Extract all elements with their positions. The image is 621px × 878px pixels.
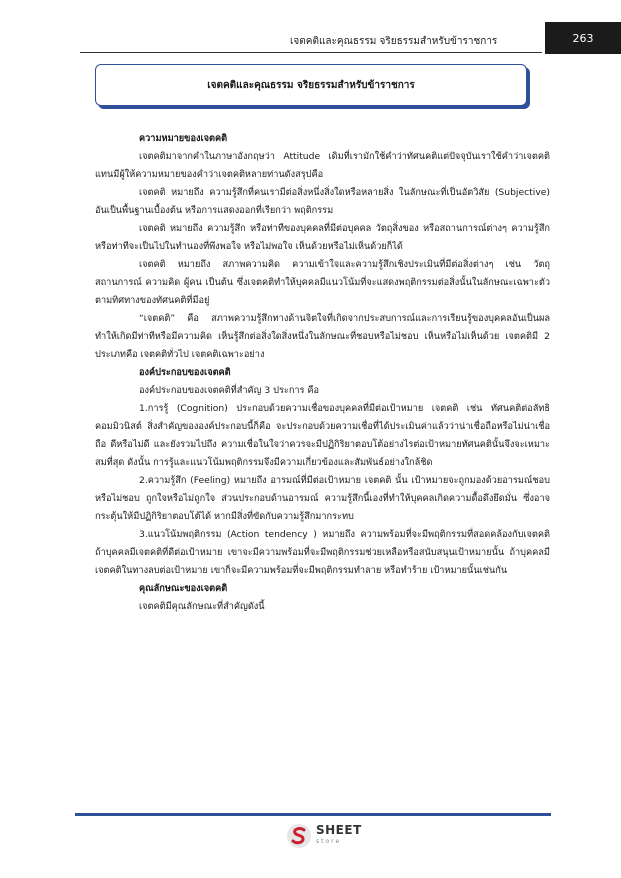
running-header: เจตคติและคุณธรรม จริยธรรมสำหรับข้าราชการ <box>290 36 498 47</box>
paragraph: “เจตคติ” คือ สภาพความรู้สึกทางด้านจิตใจที่เกิดจากประสบการณ์และการเรียนรู้ของบุคคลอันเป็นผลทำให้เกิดมีท่าทีหรือมีความคิด เห็นรู้สึกต่อสิ่งใดสิ่งหนึ่งในลักษณะที่ชอบหรือไม่ชอบ เห็นหรือไม่เห็นด้วย เจตคติมี 2 ประเภทคือ เจตคติทั่วไป เจตคติเฉพาะอย่าง <box>95 313 550 360</box>
paragraph: คุณลักษณะของเจตคติ <box>139 583 228 594</box>
logo-wordmark: SHEET <box>316 823 362 837</box>
paragraph: เจตคติ หมายถึง ความรู้สึกที่คนเรามีต่อสิ่งหนึ่งสิ่งใดหรือหลายสิ่ง ในลักษณะที่เป็นอัตวิสัย (Subjective) อันเป็นพื้นฐานเบื้องต้น หรือการแสดงออกที่เรียกว่า พฤติกรรม <box>95 187 550 216</box>
paragraph: 1.การรู้ (Cognition) ประกอบด้วยความเชื่อของบุคคลที่มีต่อเป้าหมาย เจตคติ เช่น ทัศนคติต่อลัทธิคอมมิวนิสต์ สิ่งสำคัญขององค์ประกอบนี้ก็คือ จะประกอบด้วยความเชื่อที่ได้ประเมินค่าแล้วว่าน่าเชื่อถือหรือไม่น่าเชื่อถือ ดีหรือไม่ดี และยังรวมไปถึง ความเชื่อในใจว่าควรจะมีปฏิกิริยาตอบโต้อย่างไรต่อเป้าหมายทัศนคตินั้นจึงจะเหมาะสมที่สุด ดังนั้น การรู้และแนวโน้มพฤติกรรมจึงมีความเกี่ยวข้องและสัมพันธ์อย่างใกล้ชิด <box>95 403 550 468</box>
sheet-logo-icon <box>286 823 312 849</box>
body-text <box>95 130 550 616</box>
paragraph: เจตคติ หมายถึง สภาพความคิด ความเข้าใจและความรู้สึกเชิงประเมินที่มีต่อสิ่งต่างๆ เช่น วัตถุ สถานการณ์ ความคิด ผู้คน เป็นต้น ซึ่งเจตคติทำให้บุคคลมีแนวโน้มที่จะแสดงพฤติกรรมต่อสิ่งนั้นในลักษณะเฉพาะตัวตามทิศทางของทัศนคติที่มีอยู่ <box>95 259 550 306</box>
paragraph: องค์ประกอบของเจตคติที่สำคัญ 3 ประการ คือ <box>139 385 320 396</box>
chapter-title-box <box>95 64 527 106</box>
paragraph: ความหมายของเจตคติ <box>139 133 228 144</box>
sheet-store-logo <box>286 823 376 849</box>
footer-divider <box>75 813 551 816</box>
page-number-box <box>545 22 621 54</box>
paragraph: 3.แนวโน้มพฤติกรรม (Action tendency ) หมายถึง ความพร้อมที่จะมีพฤติกรรมที่สอดคล้องกับเจตคติ ถ้าบุคคลมีเจตคติที่ดีต่อเป้าหมาย เขาจะมีความพร้อมที่จะมีพฤติกรรมช่วยเหลือหรือสนับสนุนเป้าหมายนั้น ถ้าบุคคลมีเจตคติในทางลบต่อเป้าหมาย เขาก็จะมีความพร้อมที่จะมีพฤติกรรมทำลาย หรือทำร้าย เป้าหมายนั้นเช่นกัน <box>95 529 550 576</box>
page-number: 263 <box>572 31 594 45</box>
chapter-title: เจตคติและคุณธรรม จริยธรรมสำหรับข้าราชการ <box>207 79 415 91</box>
paragraph: เจตคติมาจากคำในภาษาอังกฤษว่า Attitude เดิมที่เรามักใช้คำว่าทัศนคติแต่ปัจจุบันเราใช้คำว่าเจตคติแทนมีผู้ให้ความหมายของคำว่าเจตคติหลายท่านดังสรุปคือ <box>95 151 550 180</box>
header-divider <box>80 52 542 53</box>
logo-subtext: store <box>316 838 342 845</box>
paragraph: 2.ความรู้สึก (Feeling) หมายถึง อารมณ์ที่มีต่อเป้าหมาย เจตคติ นั้น เป้าหมายจะถูกมองด้วยอารมณ์ชอบหรือไม่ชอบ ถูกใจหรือไม่ถูกใจ ส่วนประกอบด้านอารมณ์ ความรู้สึกนี้เองที่ทำให้บุคคลเกิดความดื้อดึงยึดมั่น ซึ่งอาจกระตุ้นให้มีปฏิกิริยาตอบโต้ได้ หากมีสิ่งที่ขัดกับความรู้สึกมากระทบ <box>95 475 550 522</box>
paragraph: เจตคติ หมายถึง ความรู้สึก หรือท่าทีของบุคคลที่มีต่อบุคคล วัตถุสิ่งของ หรือสถานการณ์ต่างๆ ความรู้สึก หรือท่าทีจะเป็นไปในทำนองที่พึงพอใจ หรือไม่พอใจ เห็นด้วยหรือไม่เห็นด้วยก็ได้ <box>95 223 550 252</box>
paragraph: องค์ประกอบของเจตคติ <box>139 367 231 378</box>
paragraph: เจตคติมีคุณลักษณะที่สำคัญดังนี้ <box>139 601 265 612</box>
